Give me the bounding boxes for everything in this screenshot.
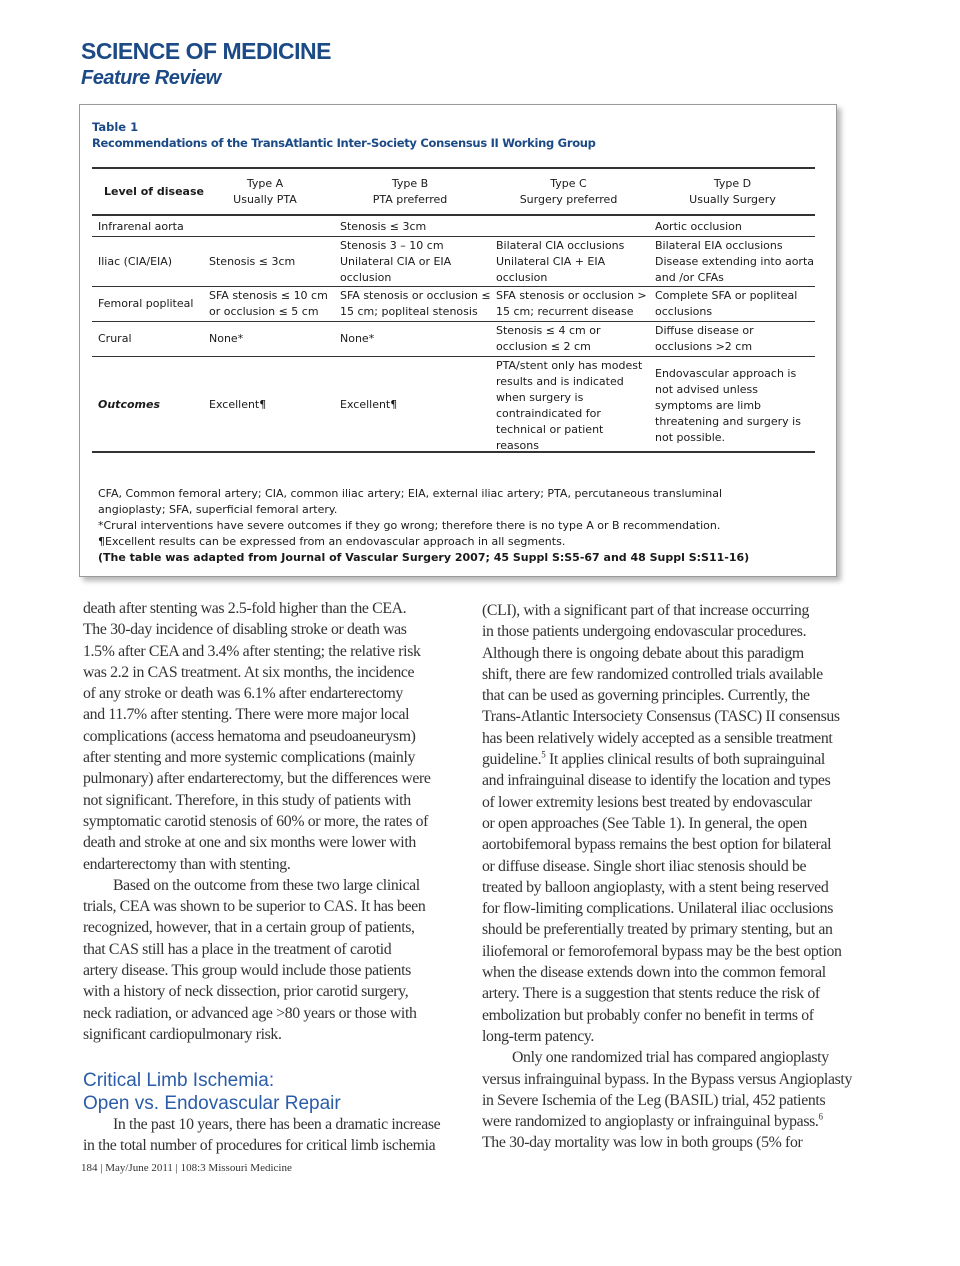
text-line: versus infrainguinal bypass. In the Bypass versus Angioplasty: [482, 1070, 853, 1088]
reference-6: 6: [818, 1111, 823, 1122]
table-footnote: CFA, Common femoral artery; CIA, common iliac artery; EIA, external iliac artery; PTA, percutaneous transluminal: [98, 487, 723, 500]
text-line: after stenting and more systemic complications (mainly: [83, 749, 416, 767]
table-footnote: angioplasty; SFA, superficial femoral artery.: [98, 503, 338, 516]
text-line: long-term patency.: [482, 1027, 594, 1045]
text-line: and 11.7% after stenting. There were more major local: [83, 706, 410, 724]
table-source-note: (The table was adapted from Journal of Vascular Surgery 2007; 45 Suppl S:S5-67 and 48 Suppl S:S11-16): [98, 551, 750, 564]
row-outcomes-type-a: Excellent¶: [209, 398, 267, 411]
text-line: of lower extremity lesions best treated by endovascular: [482, 793, 812, 811]
text-line: Based on the outcome from these two large clinical: [113, 876, 420, 894]
row-crural-type-b: None*: [340, 332, 375, 345]
page-footer: 184 | May/June 2011 | 108:3 Missouri Medicine: [81, 1162, 292, 1174]
text-line: trials, CEA was shown to be superior to CAS. It has been: [83, 898, 426, 916]
col-header-type-b: Type B PTA preferred: [372, 177, 448, 206]
text-line: in the total number of procedures for critical limb ischemia: [83, 1137, 436, 1155]
text-line: recognized, however, that in a certain group of patients,: [83, 919, 415, 937]
text-line: Although there is ongoing debate about this paradigm: [482, 644, 804, 662]
row-level-outcomes: Outcomes: [98, 398, 160, 411]
subsection-header: Feature Review: [81, 67, 221, 89]
text-line: artery. There is a suggestion that stents reduce the risk of: [482, 985, 820, 1003]
row-infrarenal-type-d: Aortic occlusion: [655, 220, 742, 233]
text-line: artery disease. This group would include those patients: [83, 962, 411, 980]
row-outcomes-type-d: Endovascular approach is not advised unless symptoms are limb threatening and surgery is not possible.: [655, 367, 801, 444]
text-line: should be preferentially treated by primary stenting, but an: [482, 921, 833, 939]
row-crural-type-a: None*: [209, 332, 244, 345]
row-femoral-type-c: SFA stenosis or occlusion > 15 cm; recurrent disease: [496, 289, 647, 318]
text-line: was 2.2 in CAS treatment. At six months, the incidence: [83, 663, 415, 681]
text-line: In the past 10 years, there has been a dramatic increase: [113, 1116, 441, 1133]
section-header: SCIENCE OF MEDICINE: [81, 38, 331, 64]
text-line: guideline.$^5$ It applies clinical results of both suprainguinal: [482, 749, 825, 769]
row-level-femoral: Femoral popliteal: [98, 297, 194, 310]
text-line: 1.5% after CEA and 3.4% after stenting; the relative risk: [83, 642, 421, 660]
row-outcomes-type-b: Excellent¶: [340, 398, 398, 411]
text-line: has been relatively widely accepted as a sensible treatment: [482, 729, 833, 747]
left-column-text: [83, 598, 431, 1045]
text-line: or open approaches (See Table 1). In general, the open: [482, 814, 807, 832]
text-line: death after stenting was 2.5-fold higher than the CEA.: [83, 600, 407, 617]
text-line: neck radiation, or advanced age >80 years or those with: [83, 1004, 417, 1022]
table-top-rule: [92, 167, 815, 169]
text-line: significant cardiopulmonary risk.: [83, 1025, 282, 1043]
row-level-infrarenal: Infrarenal aorta: [98, 220, 184, 233]
row-divider: [92, 356, 815, 357]
text-line: endarterectomy than with stenting.: [83, 855, 291, 873]
row-femoral-type-b: SFA stenosis or occlusion ≤ 15 cm; popliteal stenosis: [340, 289, 491, 318]
row-outcomes-type-c: PTA/stent only has modest results and is indicated when surgery is contraindicated for technical or patient reasons: [496, 359, 643, 452]
row-iliac-type-c: Bilateral CIA occlusions Unilateral CIA + EIA occlusion: [496, 239, 625, 284]
col-header-level: Level of disease: [104, 185, 204, 198]
text-line: for flow-limiting complications. Unilateral iliac occlusions: [482, 900, 834, 918]
text-line: not significant. Therefore, in this study of patients with: [83, 791, 411, 809]
text-line: Trans-Atlantic Intersociety Consensus (TASC) II consensus: [482, 708, 840, 726]
row-iliac-type-d: Bilateral EIA occlusions Disease extending into aorta and /or CFAs: [655, 239, 815, 284]
text-line: The 30-day incidence of disabling stroke or death was: [83, 621, 407, 639]
row-divider: [92, 236, 815, 237]
reference-5: 5: [541, 749, 546, 760]
row-level-crural: Crural: [98, 332, 132, 345]
text-line: with a history of neck dissection, prior carotid surgery,: [83, 983, 409, 1001]
row-iliac-type-a: Stenosis ≤ 3cm: [209, 255, 296, 268]
col-header-type-d: Type D Usually Surgery: [689, 177, 776, 206]
text-line: that CAS still has a place in the treatment of carotid: [83, 940, 392, 958]
right-column-text: [482, 600, 852, 1154]
row-divider: [92, 321, 815, 322]
row-femoral-type-a: SFA stenosis ≤ 10 cm or occlusion ≤ 5 cm: [209, 289, 328, 318]
text-line: treated by balloon angioplasty, with a stent being reserved: [482, 878, 829, 896]
table-footnote: ¶Excellent results can be expressed from an endovascular approach in all segments.: [98, 535, 566, 548]
table-1: [79, 104, 837, 577]
row-crural-type-d: Diffuse disease or occlusions >2 cm: [655, 324, 754, 353]
row-level-iliac: Iliac (CIA/EIA): [98, 255, 173, 268]
text-line: when the disease extends down into the common femoral: [482, 964, 826, 982]
row-divider: [92, 286, 815, 287]
text-line: or diffuse disease. Single short iliac stenosis should be: [482, 857, 807, 875]
text-line: death and stroke at one and six months were lower with: [83, 834, 416, 852]
row-femoral-type-d: Complete SFA or popliteal occlusions: [655, 289, 798, 318]
table-header-rule: [92, 214, 815, 216]
text-line: pulmonary) after endarterectomy, but the differences were: [83, 770, 431, 788]
text-line: and infrainguinal disease to identify the location and types: [482, 772, 831, 790]
col-header-type-a: Type A Usually PTA: [233, 177, 297, 206]
section-heading: [83, 1069, 341, 1115]
row-crural-type-c: Stenosis ≤ 4 cm or occlusion ≤ 2 cm: [496, 324, 601, 353]
text-line: that can be used as governing principles. Currently, the: [482, 687, 810, 705]
text-line: complications (access hematoma and pseudoaneurysm): [83, 727, 416, 745]
table-footnote: *Crural interventions have severe outcomes if they go wrong; therefore there is no type A or B recommendation.: [98, 519, 721, 532]
text-line: were randomized to angioplasty or infrainguinal bypass.$^6$: [482, 1111, 823, 1131]
table-caption: Recommendations of the TransAtlantic Inter-Society Consensus II Working Group: [92, 136, 596, 150]
text-line: embolization but probably confer no benefit in terms of: [482, 1006, 814, 1024]
text-line: The 30-day mortality was low in both groups (5% for: [482, 1134, 803, 1152]
text-line: iliofemoral or femorofemoral bypass may be the best option: [482, 942, 842, 960]
text-line: Only one randomized trial has compared angioplasty: [512, 1049, 829, 1067]
row-infrarenal-type-b: Stenosis ≤ 3cm: [340, 220, 427, 233]
text-line: shift, there are few randomized controlled trials available: [482, 665, 823, 683]
section-heading-line1: Critical Limb Ischemia:: [83, 1070, 275, 1091]
table-label: Table 1: [92, 120, 139, 134]
section-heading-line2: Open vs. Endovascular Repair: [83, 1093, 341, 1114]
text-line: symptomatic carotid stenosis of 60% or more, the rates of: [83, 812, 429, 830]
left-column-text-2: [83, 1114, 440, 1157]
col-header-type-c: Type C Surgery preferred: [519, 177, 618, 206]
text-line: (CLI), with a significant part of that increase occurring: [482, 602, 810, 619]
text-line: aortobifemoral bypass remains the best option for bilateral: [482, 836, 832, 854]
table-bottom-rule: [92, 451, 815, 453]
text-line: in those patients undergoing endovascular procedures.: [482, 623, 807, 641]
text-line: of any stroke or death was 6.1% after endarterectomy: [83, 685, 403, 703]
row-iliac-type-b: Stenosis 3 – 10 cm Unilateral CIA or EIA occlusion: [340, 239, 452, 284]
text-line: in Severe Ischemia of the Leg (BASIL) trial, 452 patients: [482, 1091, 826, 1109]
